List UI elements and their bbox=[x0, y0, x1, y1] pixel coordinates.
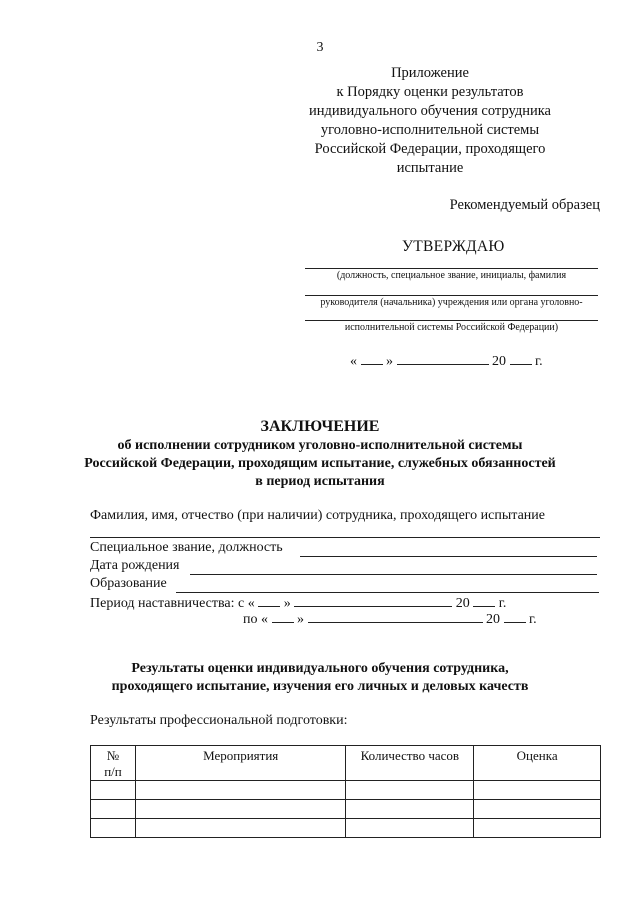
month-blank bbox=[308, 610, 483, 623]
professional-training-label: Результаты профессиональной подготовки: bbox=[90, 713, 348, 728]
signature-caption-2: руководителя (начальника) учреждения или органа уголовно- bbox=[320, 297, 583, 308]
table-row bbox=[91, 800, 601, 819]
col-grade-header: Оценка bbox=[474, 746, 601, 781]
signature-line bbox=[305, 268, 598, 269]
year-blank bbox=[510, 352, 532, 365]
table-cell bbox=[91, 819, 136, 838]
year-prefix: 20 bbox=[492, 354, 506, 369]
signature-caption-3: исполнительной системы Российской Федерации) bbox=[344, 322, 559, 333]
table-cell bbox=[346, 819, 474, 838]
appendix-line: к Порядку оценки результатов bbox=[336, 84, 524, 100]
year-suffix: г. bbox=[535, 354, 543, 369]
col-number-line-1: № bbox=[106, 748, 120, 763]
appendix-block bbox=[280, 64, 580, 178]
education-label: Образование bbox=[90, 576, 167, 591]
table-cell bbox=[135, 819, 346, 838]
table-cell bbox=[474, 781, 601, 800]
results-heading-2: проходящего испытание, изучения его личных и деловых качеств bbox=[111, 679, 529, 694]
day-blank bbox=[272, 610, 294, 623]
title-line-2: Российской Федерации, проходящим испытание, служебных обязанностей bbox=[84, 456, 556, 471]
rank-position-label: Специальное звание, должность bbox=[90, 540, 283, 555]
table-cell bbox=[91, 800, 136, 819]
recommended-sample: Рекомендуемый образец bbox=[449, 197, 600, 213]
year-prefix: 20 bbox=[486, 612, 500, 627]
mentorship-to bbox=[243, 610, 537, 628]
title-line-3: в период испытания bbox=[255, 474, 385, 489]
appendix-line: Российской Федерации, проходящего bbox=[314, 141, 546, 157]
full-name-line bbox=[90, 537, 600, 538]
appendix-line: испытание bbox=[396, 160, 464, 176]
table-row bbox=[91, 819, 601, 838]
quote-open: « bbox=[350, 354, 357, 369]
signature-caption-1: (должность, специальное звание, инициалы, фамилия bbox=[336, 270, 567, 281]
col-number-line-2: п/п bbox=[104, 764, 122, 779]
appendix-line: индивидуального обучения сотрудника bbox=[308, 103, 551, 119]
col-hours-header: Количество часов bbox=[346, 746, 474, 781]
results-heading-1: Результаты оценки индивидуального обучения сотрудника, bbox=[131, 661, 509, 676]
signature-line bbox=[305, 295, 598, 296]
mentorship-from-label: Период наставничества: с « bbox=[90, 596, 255, 611]
birth-date-label: Дата рождения bbox=[90, 558, 180, 573]
approve-heading: УТВЕРЖДАЮ bbox=[402, 238, 505, 255]
title-line-1: об исполнении сотрудником уголовно-исполнительной системы bbox=[117, 438, 523, 453]
birth-date-line bbox=[190, 574, 597, 575]
col-events-header: Мероприятия bbox=[135, 746, 346, 781]
table-cell bbox=[346, 800, 474, 819]
year-blank bbox=[473, 594, 495, 607]
document-title: ЗАКЛЮЧЕНИЕ bbox=[260, 418, 380, 435]
table-cell bbox=[346, 781, 474, 800]
professional-training-table bbox=[90, 745, 601, 838]
table-cell bbox=[135, 800, 346, 819]
col-number-header bbox=[91, 746, 136, 781]
table-cell bbox=[135, 781, 346, 800]
mentorship-to-label: по « bbox=[243, 612, 268, 627]
table-header-row bbox=[91, 746, 601, 781]
approval-date bbox=[350, 352, 543, 370]
signature-line bbox=[305, 320, 598, 321]
rank-position-line bbox=[300, 556, 597, 557]
year-suffix: г. bbox=[529, 612, 537, 627]
full-name-label: Фамилия, имя, отчество (при наличии) сотрудника, проходящего испытание bbox=[90, 508, 545, 523]
year-suffix: г. bbox=[498, 596, 507, 611]
page-number: 3 bbox=[316, 40, 324, 55]
year-prefix: 20 bbox=[455, 596, 470, 611]
table-cell bbox=[474, 800, 601, 819]
month-blank bbox=[397, 352, 489, 365]
education-line bbox=[176, 592, 599, 593]
appendix-line: Приложение bbox=[391, 65, 469, 81]
year-blank bbox=[504, 610, 526, 623]
table-cell bbox=[474, 819, 601, 838]
quote-close: » bbox=[297, 612, 304, 627]
day-blank bbox=[258, 594, 280, 607]
quote-close: » bbox=[386, 354, 393, 369]
appendix-line: уголовно-исполнительной системы bbox=[320, 122, 540, 138]
table-cell bbox=[91, 781, 136, 800]
table-row bbox=[91, 781, 601, 800]
month-blank bbox=[294, 594, 452, 607]
day-blank bbox=[361, 352, 383, 365]
quote-close: » bbox=[283, 596, 291, 611]
